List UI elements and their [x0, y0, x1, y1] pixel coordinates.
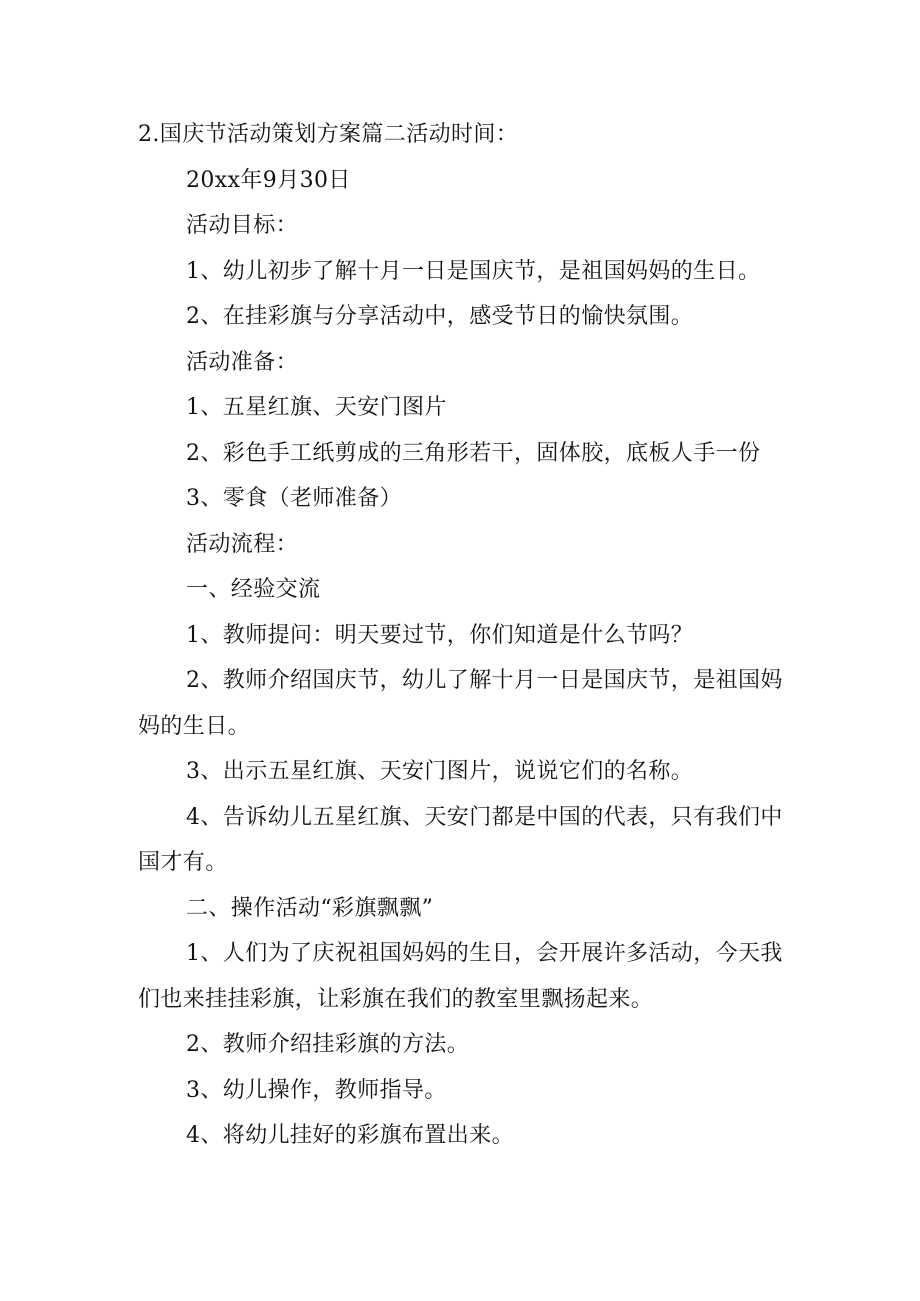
- preparation-item: 3、零食（老师准备）: [186, 486, 402, 511]
- section-preparation-heading: 活动准备：: [186, 349, 299, 375]
- process-item: 4、告诉幼儿五星红旗、天安门都是中国的代表，只有我们中国才有。: [138, 804, 783, 875]
- process-item: 2、教师介绍国庆节，幼儿了解十月一日是国庆节，是祖国妈妈的生日。: [138, 668, 783, 739]
- activity-date: 20xx年9月30日: [186, 167, 351, 193]
- document-body: [138, 112, 788, 1159]
- process-subheading: 一、经验交流: [186, 577, 321, 602]
- preparation-item: 1、五星红旗、天安门图片: [186, 395, 447, 420]
- process-item: 1、人们为了庆祝祖国妈妈的生日，会开展许多活动，今天我们也来挂挂彩旗，让彩旗在我们的教室里飘扬起来。: [138, 941, 783, 1012]
- process-item: 4、将幼儿挂好的彩旗布置出来。: [186, 1123, 514, 1148]
- process-item: 3、出示五星红旗、天安门图片，说说它们的名称。: [186, 759, 694, 784]
- section-goals-heading: 活动目标：: [186, 213, 299, 238]
- process-subheading: 二、操作活动“彩旗飘飘”: [186, 895, 434, 921]
- preparation-item: 2、彩色手工纸剪成的三角形若干，固体胶，底板人手一份: [186, 440, 761, 466]
- process-item: 1、教师提问：明天要过节，你们知道是什么节吗？: [186, 622, 694, 648]
- section-process-heading: 活动流程：: [186, 531, 299, 557]
- goal-item: 2、在挂彩旗与分享活动中，感受节日的愉快氛围。: [186, 304, 694, 329]
- document-heading: 2.国庆节活动策划方案篇二活动时间：: [138, 122, 519, 147]
- process-item: 3、幼儿操作，教师指导。: [186, 1077, 447, 1103]
- process-item: 2、教师介绍挂彩旗的方法。: [186, 1032, 470, 1057]
- goal-item: 1、幼儿初步了解十月一日是国庆节，是祖国妈妈的生日。: [186, 258, 761, 284]
